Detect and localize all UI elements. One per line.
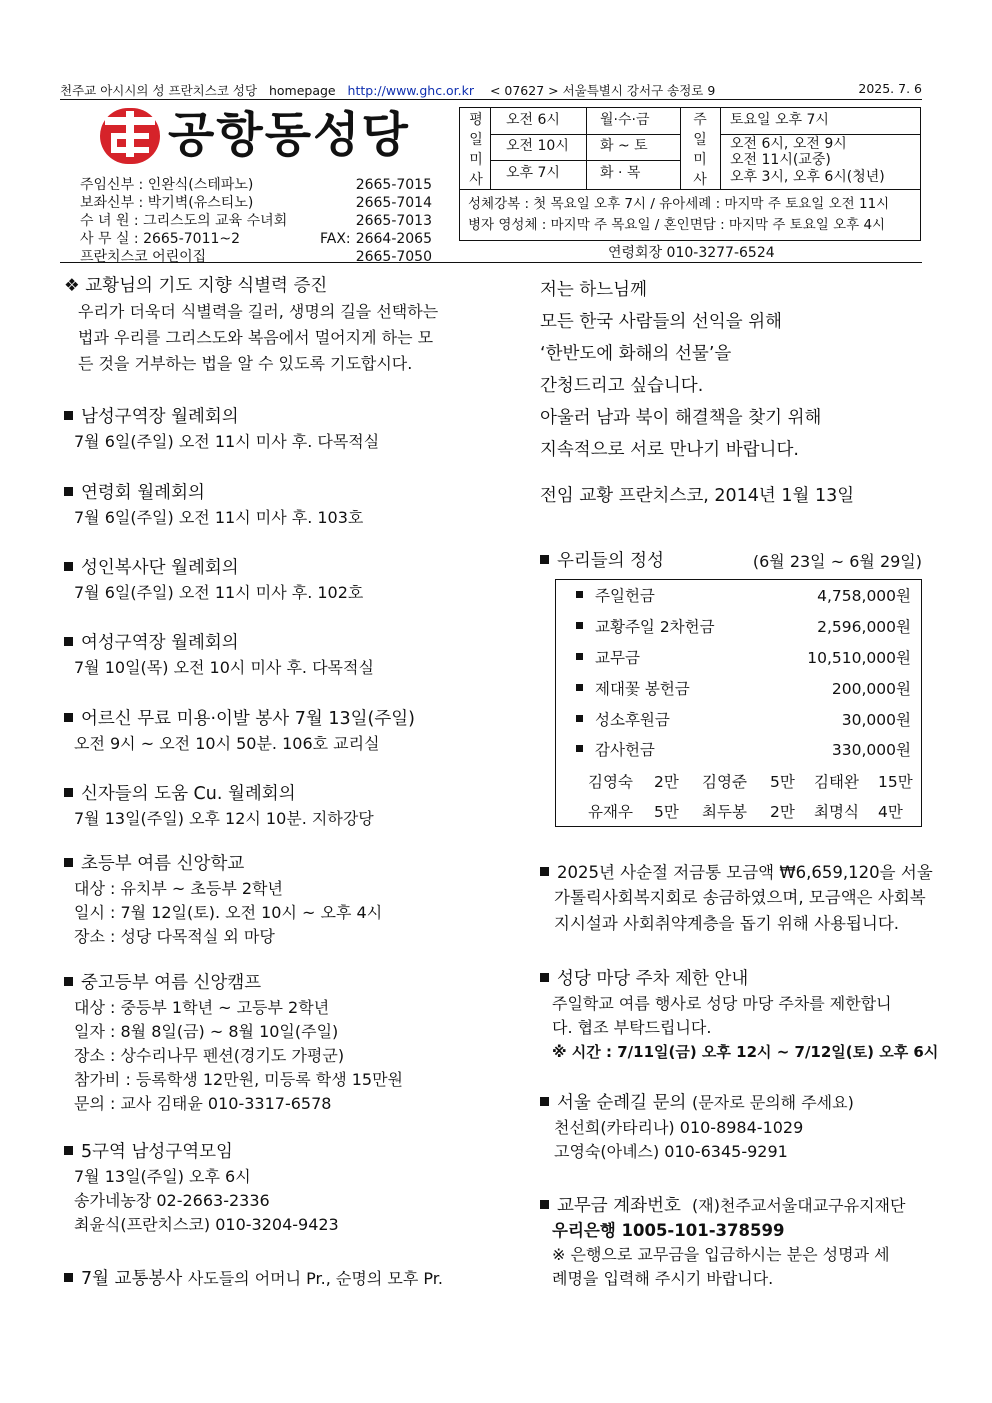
section-title: 중고등부 여름 신앙캠프 [81, 973, 262, 993]
section-title: 어르신 무료 미용·이발 봉사 7월 13일(주일) [81, 709, 416, 729]
bank-account: 우리은행 1005-101-378599 [552, 1221, 785, 1240]
bulletin-date: 2025. 7. 6 [858, 81, 922, 96]
section-title: 2025년 사순절 저금통 모금액 ₩6,659,120을 서울 [557, 863, 933, 882]
offering-item: 성소후원금 30,000원 [576, 705, 911, 735]
square-bullet-icon [576, 622, 583, 629]
offering-item: 제대꽃 봉헌금 200,000원 [576, 674, 911, 704]
section-line: 장소 : 성당 다목적실 외 마당 [74, 927, 275, 946]
sunday-mass-time: 토요일 오후 7시 [730, 112, 829, 128]
square-bullet-icon [64, 788, 73, 797]
square-bullet-icon [64, 713, 73, 722]
section-title-extra: (재)천주교서울대교구유지재단 [692, 1196, 906, 1215]
page-title: 공항동성당 [168, 107, 410, 163]
sunday-mass-label: 주 일 미 사 [693, 112, 707, 188]
section-line: 최윤식(프란치스코) 010-3204-9423 [74, 1215, 339, 1234]
section-line: 주일학교 여름 행사로 성당 마당 주차를 제한합니 [552, 994, 892, 1013]
section-title: 연령회 월례회의 [81, 483, 205, 503]
staff-row: 보좌신부 : 박기벽(유스티노) 2665-7014 [80, 195, 432, 211]
offering-item: 교무금 10,510,000원 [576, 643, 911, 673]
notice-funeral-committee [64, 481, 363, 530]
square-bullet-icon [64, 977, 73, 986]
quote-line: 간청드리고 싶습니다. [540, 376, 704, 396]
weekday-mass-time: 오전 10시 [506, 138, 569, 154]
section-line: 대상 : 중등부 1학년 ~ 고등부 2학년 [74, 998, 330, 1017]
section-line: 장소 : 상수리나무 펜션(경기도 가평군) [74, 1046, 345, 1065]
section-title: 7월 교통봉사 [81, 1269, 183, 1289]
federation-contact: 연령회장 010-3277-6524 [608, 245, 775, 261]
quote-source: 전임 교황 프란치스코, 2014년 1월 13일 [540, 486, 855, 506]
mass-note: 성체강복 : 첫 목요일 오후 7시 / 유아세례 : 마지막 주 토요일 오전 11시 [468, 196, 890, 212]
weekday-mass-days: 화 · 목 [600, 165, 641, 181]
offering-table: 주일헌금 4,758,000원 교황주일 2차헌금 2,596,000원 교무금 10,510,000원 제대꽃 봉헌금 200,000원 성소후원금 30,000원 감사헌금 330,000원 김영숙 2만 김영준 5만 김태완 15만 유재우 5만 최두봉 2만 최명식 4만 [555, 579, 922, 827]
section-line: 천선희(카타리나) 010-8984-1029 [554, 1118, 804, 1137]
section-line: 법과 우리를 그리스도와 복음에서 멀어지게 하는 모 [78, 328, 434, 347]
weekday-mass-time: 오후 7시 [506, 165, 560, 181]
notice-tithe-account [540, 1193, 905, 1291]
header-info-line [60, 81, 922, 99]
section-title: 교무금 계좌번호 [557, 1196, 681, 1216]
section-line: 참가비 : 등록학생 12만원, 미등록 학생 15만원 [74, 1070, 404, 1089]
section-line: 다. 협조 부탁드립니다. [552, 1018, 712, 1037]
square-bullet-icon [64, 1273, 73, 1282]
section-title-extra: 사도들의 어머니 Pr., 순명의 모후 Pr. [187, 1269, 443, 1288]
square-bullet-icon [64, 858, 73, 867]
section-title: 우리들의 정성 [557, 551, 664, 571]
section-line: 7월 13일(주일) 오후 6시 [74, 1167, 251, 1186]
square-bullet-icon [64, 1146, 73, 1155]
weekday-mass-time: 오전 6시 [506, 112, 560, 128]
square-bullet-icon [576, 715, 583, 722]
parking-time-note: ※ 시간 : 7/11일(금) 오후 12시 ~ 7/12일(토) 오후 6시 [552, 1043, 939, 1061]
quote-line: ‘한반도에 화해의 선물’을 [540, 344, 732, 364]
notice-traffic-service [64, 1266, 443, 1292]
diamond-bullet-icon: ❖ [64, 276, 80, 296]
notice-women-leaders [64, 631, 374, 680]
square-bullet-icon [576, 684, 583, 691]
square-bullet-icon [64, 411, 73, 420]
section-title: 남성구역장 월례회의 [81, 407, 239, 427]
staff-row: 주임신부 : 인완식(스테파노) 2665-7015 [80, 177, 432, 193]
square-bullet-icon [64, 487, 73, 496]
square-bullet-icon [540, 867, 549, 876]
notice-cu-meeting [64, 782, 374, 831]
section-title-extra: (문자로 문의해 주세요) [692, 1093, 854, 1112]
sunday-mass-time: 오전 6시, 오전 9시 [730, 136, 847, 152]
section-line: 7월 6일(주일) 오전 11시 미사 후. 102호 [74, 583, 364, 602]
square-bullet-icon [540, 1200, 549, 1209]
quote-line: 저는 하느님께 [540, 280, 647, 300]
weekday-mass-label: 평 일 미 사 [469, 112, 483, 188]
square-bullet-icon [540, 1097, 549, 1106]
square-bullet-icon [576, 745, 583, 752]
section-title: 교황님의 기도 지향 식별력 증진 [85, 276, 328, 296]
square-bullet-icon [576, 591, 583, 598]
sunday-mass-time: 오전 11시(교중) [730, 152, 831, 168]
notice-youth-camp [64, 971, 403, 1116]
offering-header [540, 549, 922, 574]
notice-men-leaders [64, 405, 379, 454]
square-bullet-icon [64, 637, 73, 646]
left-column [64, 274, 484, 379]
section-line: 7월 10일(목) 오전 10시 미사 후. 다목적실 [74, 658, 374, 677]
staff-row: 사 무 실 : 2665-7011~2 FAX: 2664-2065 [80, 231, 432, 247]
section-line: ※ 은행으로 교무금을 입금하시는 분은 성명과 세 [552, 1245, 890, 1264]
staff-row: 수 녀 원 : 그리스도의 교육 수녀회 2665-7013 [80, 213, 432, 229]
section-line: 문의 : 교사 김태윤 010-3317-6578 [74, 1094, 332, 1113]
square-bullet-icon [540, 555, 549, 564]
mass-note: 병자 영성체 : 마지막 주 목요일 / 혼인면담 : 마지막 주 토요일 오후 4시 [468, 217, 886, 233]
square-bullet-icon [576, 653, 583, 660]
section-line: 7월 6일(주일) 오전 11시 미사 후. 다목적실 [74, 432, 380, 451]
notice-altar-servers [64, 556, 363, 605]
section-title: 5구역 남성구역모임 [81, 1142, 233, 1162]
homepage-label: homepage [268, 83, 336, 98]
section-line: 가톨릭사회복지회로 송금하였으며, 모금액은 사회복 [554, 888, 926, 907]
section-line: 일시 : 7월 12일(토). 오전 10시 ~ 오후 4시 [74, 903, 383, 922]
section-title: 성당 마당 주차 제한 안내 [557, 969, 749, 989]
notice-pilgrimage [540, 1090, 854, 1164]
weekday-mass-days: 월·수·금 [600, 112, 650, 128]
staff-list [80, 176, 432, 266]
section-line: 송가네농장 02-2663-2336 [74, 1191, 270, 1210]
section-line: 례명을 입력해 주시기 바랍니다. [552, 1269, 774, 1288]
section-line: 오전 9시 ~ 오전 10시 50분. 106호 교리실 [74, 734, 380, 753]
notice-parking [540, 967, 938, 1064]
church-name: 천주교 아시시의 성 프란치스코 성당 [60, 83, 258, 98]
square-bullet-icon [540, 973, 549, 982]
church-logo-icon [99, 107, 161, 165]
offering-item: 주일헌금 4,758,000원 [576, 581, 911, 611]
section-line: 7월 13일(주일) 오후 12시 10분. 지하강당 [74, 809, 374, 828]
quote-line: 지속적으로 서로 만나기 바랍니다. [540, 440, 799, 460]
pope-quote [540, 274, 854, 512]
section-title: 여성구역장 월례회의 [81, 633, 239, 653]
offering-item: 감사헌금 330,000원 [576, 735, 911, 765]
staff-row: 프란치스코 어린이집 2665-7050 [80, 249, 432, 265]
sunday-mass-time: 오후 3시, 오후 6시(청년) [730, 169, 885, 185]
section-line: 지시설과 사회취약계층을 돕기 위해 사용됩니다. [554, 914, 900, 933]
quote-line: 모든 한국 사람들의 선익을 위해 [540, 312, 783, 332]
address: < 07627 > 서울특별시 강서구 송정로 9 [489, 83, 716, 98]
section-line: 든 것을 거부하는 법을 알 수 있도록 기도합시다. [78, 354, 413, 373]
section-title: 서울 순례길 문의 [557, 1093, 687, 1113]
notice-haircut-service [64, 707, 415, 756]
section-line: 우리가 더욱더 식별력을 길러, 생명의 길을 선택하는 [78, 302, 439, 321]
section-title: 성인복사단 월례회의 [81, 558, 239, 578]
mass-schedule-table [459, 107, 921, 241]
notice-elementary-school [64, 852, 382, 949]
section-line: 7월 6일(주일) 오전 11시 미사 후. 103호 [74, 508, 364, 527]
weekday-mass-days: 화 ~ 토 [600, 138, 648, 154]
offering-item: 교황주일 2차헌금 2,596,000원 [576, 612, 911, 642]
offering-period: (6월 23일 ~ 6월 29일) [752, 552, 922, 571]
header-bottom-divider [60, 262, 922, 263]
square-bullet-icon [64, 562, 73, 571]
section-title: 신자들의 도움 Cu. 월례회의 [81, 784, 296, 804]
section-line: 고영숙(아녜스) 010-6345-9291 [554, 1142, 788, 1161]
notice-lent-savings [540, 860, 933, 937]
prayer-intention [64, 274, 484, 379]
section-title: 초등부 여름 신앙학교 [81, 854, 245, 874]
section-line: 대상 : 유치부 ~ 초등부 2학년 [74, 879, 283, 898]
homepage-link[interactable]: http://www.ghc.or.kr [347, 83, 475, 98]
notice-district-meeting [64, 1140, 339, 1237]
section-line: 일자 : 8월 8일(금) ~ 8월 10일(주일) [74, 1022, 339, 1041]
quote-line: 아울러 남과 북이 해결책을 찾기 위해 [540, 408, 822, 428]
